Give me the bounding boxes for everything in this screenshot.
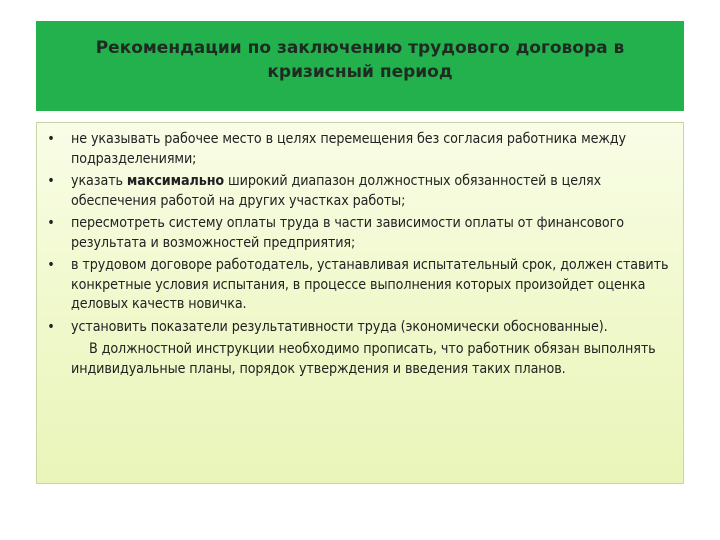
list-item-emphasis: максимально [126, 173, 225, 189]
list-item [43, 214, 675, 253]
slide-title-banner [36, 21, 684, 111]
list-item-text-before: указать [71, 173, 127, 189]
bullet-icon: • [47, 215, 55, 231]
bullet-icon: • [47, 318, 55, 335]
list-item [43, 318, 675, 338]
list-item [43, 172, 675, 211]
bullet-icon: • [47, 173, 55, 189]
list-item [43, 256, 675, 315]
list-item-text: в трудовом договоре работодатель, устанавливая испытательный срок, должен ставить конкретные условия испытания, в процессе выполнения которых произойдет оценка деловых качеств новичка. [71, 257, 669, 312]
list-item-text: не указывать рабочее место в целях перемещения без согласия работника между подразделениями; [71, 131, 626, 167]
content-box [36, 122, 684, 484]
bullet-icon: • [47, 257, 55, 273]
slide-title: Рекомендации по заключению трудового договора в кризисный период [95, 38, 625, 82]
list-item-text-after: широкий диапазон должностных обязанностей в целях обеспечения работой на других участках работы; [71, 173, 602, 209]
recommendation-list [43, 130, 675, 337]
list-item [43, 130, 675, 169]
list-item-text: установить показатели результативности труда (экономически обоснованные). [71, 318, 608, 335]
instruction-note: В должностной инструкции необходимо прописать, что работник обязан выполнять индивидуальные планы, порядок утверждения и введения таких планов. [71, 341, 656, 377]
bullet-icon: • [47, 131, 55, 147]
list-item-text: пересмотреть систему оплаты труда в части зависимости оплаты от финансового результата и возможностей предприятия; [71, 215, 624, 251]
